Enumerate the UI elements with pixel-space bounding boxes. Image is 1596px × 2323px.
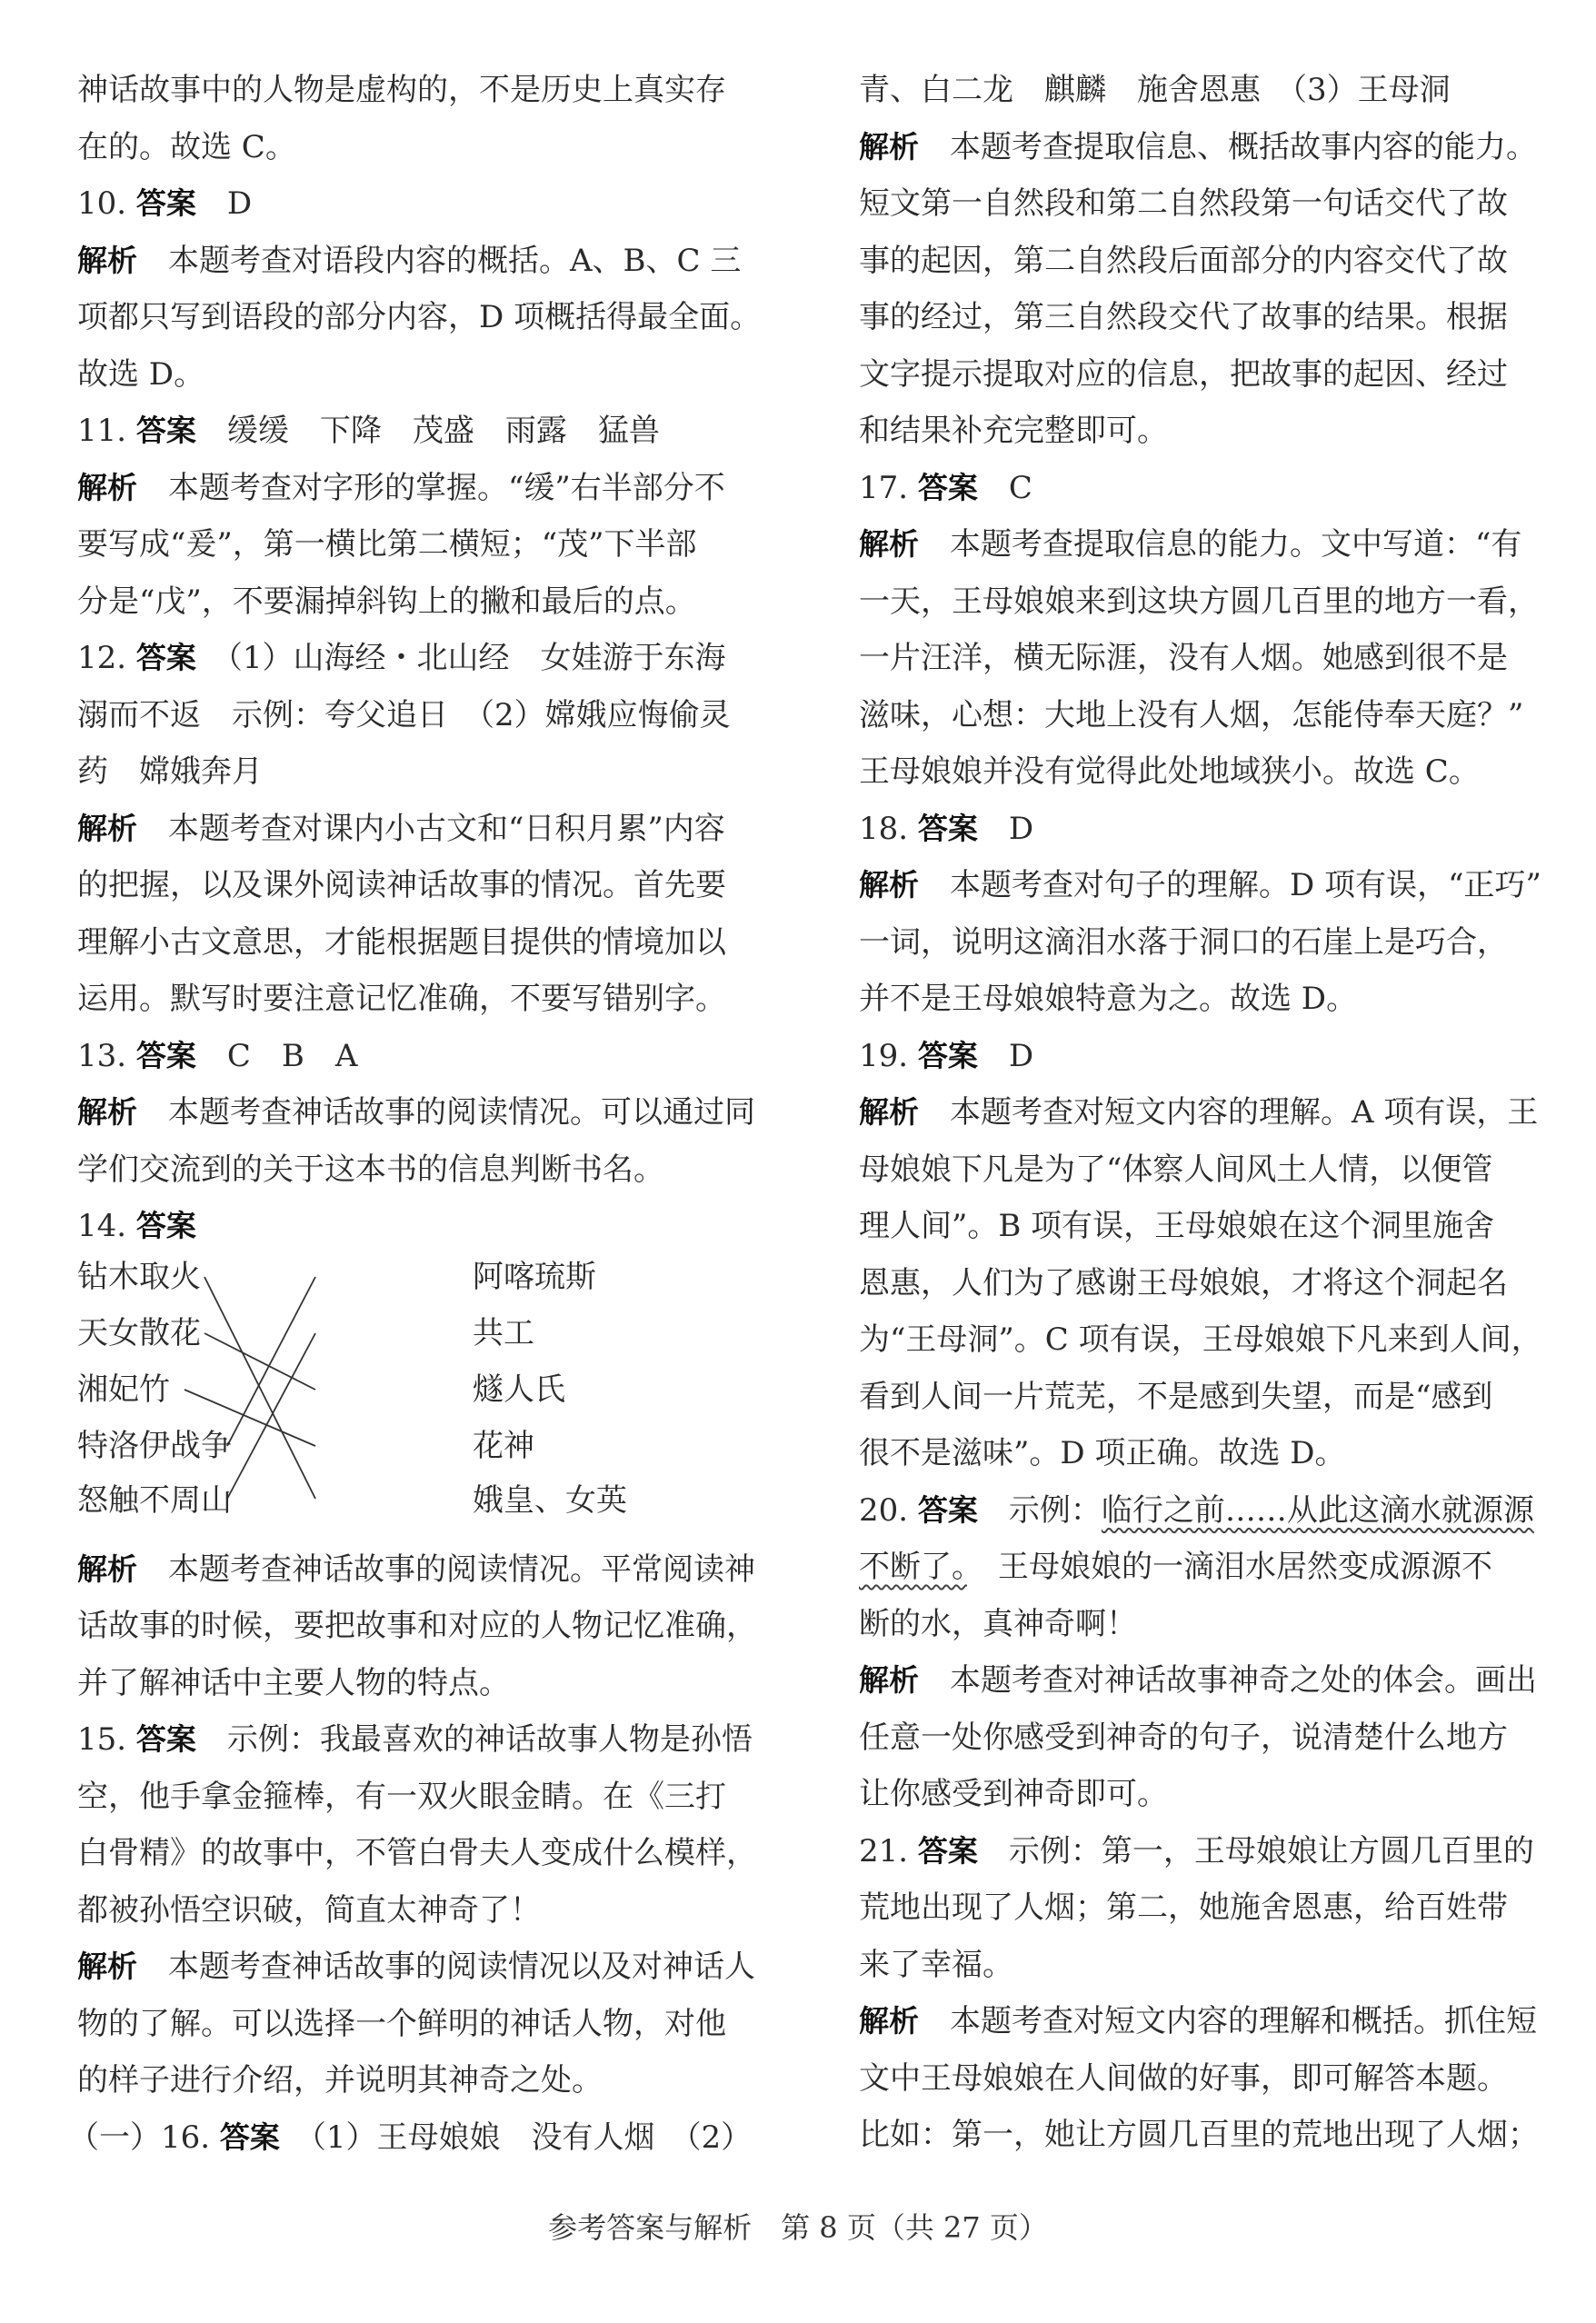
text-line: 项都只写到语段的部分内容，D 项概括得最全面。: [77, 299, 762, 335]
q19-analysis: 解析 本题考查对短文内容的理解。A 项有误，王: [859, 1094, 1539, 1131]
text-line: 学们交流到的关于这本书的信息判断书名。: [77, 1151, 664, 1188]
text-line: 很不是滋味”。D 项正确。故选 D。: [859, 1435, 1346, 1471]
text-line: 母娘娘下凡是为了“体察人间风土人情，以便管: [859, 1151, 1493, 1188]
text-line: 并了解神话中主要人物的特点。: [77, 1664, 510, 1701]
text-line: 任意一处你感受到神奇的句子，说清楚什么地方: [859, 1719, 1508, 1756]
match-line: [227, 1277, 315, 1446]
q11-answer: 11. 答案 缓缓 下降 茂盛 雨露 猛兽: [77, 413, 660, 449]
q13-answer: 13. 答案 C B A: [77, 1037, 358, 1074]
text-line: 王母娘娘并没有觉得此处地域狭小。故选 C。: [859, 753, 1480, 790]
q12-answer: 12. 答案 （1）山海经・北山经 女娃游于东海: [77, 640, 726, 676]
text-line: 为“王母洞”。C 项有误，王母娘娘下凡来到人间，: [859, 1321, 1542, 1358]
text-line: 的样子进行介绍，并说明其神奇之处。: [77, 2062, 603, 2099]
q16-analysis: 解析 本题考查提取信息、概括故事内容的能力。: [859, 128, 1537, 165]
text-line: 白骨精》的故事中，不管白骨夫人变成什么模样，: [77, 1835, 757, 1871]
text-line: 文字提示提取对应的信息，把故事的起因、经过: [859, 355, 1508, 393]
text-line: 空，他手拿金箍棒，有一双火眼金睛。在《三打: [77, 1778, 726, 1815]
q20-answer: 20. 答案 示例：临行之前……从此这滴水就源源: [859, 1491, 1534, 1529]
q11-analysis: 解析 本题考查对字形的掌握。“缓”右半部分不: [77, 469, 725, 506]
text-line: 并不是王母娘娘特意为之。故选 D。: [859, 981, 1358, 1017]
q18-analysis: 解析 本题考查对句子的理解。D 项有误，“正巧”: [859, 867, 1541, 903]
text-line: 文中王母娘娘在人间做的好事，即可解答本题。: [859, 2059, 1508, 2097]
text-line: 的把握，以及课外阅读神话故事的情况。首先要: [77, 867, 726, 903]
match-right-item: 阿喀琉斯: [473, 1258, 596, 1295]
match-line: [204, 1333, 315, 1390]
text-line: 分是“戊”，不要漏掉斜钩上的撇和最后的点。: [77, 583, 696, 620]
match-left-item: 钻木取火: [77, 1258, 201, 1295]
match-right-item: 娥皇、女英: [473, 1481, 627, 1519]
text-line: 事的经过，第三自然段交代了故事的结果。根据: [859, 299, 1508, 335]
q14-matching-diagram: [77, 1255, 795, 1541]
q19-answer: 19. 答案 D: [859, 1037, 1034, 1074]
q21-answer: 21. 答案 示例：第一，王母娘娘让方圆几百里的: [859, 1832, 1534, 1869]
text-line: 药 嫦娥奔月: [77, 753, 263, 790]
text-line: 神话故事中的人物是虚构的，不是历史上真实存: [77, 72, 726, 108]
q20-analysis: 解析 本题考查对神话故事神奇之处的体会。画出: [859, 1662, 1537, 1699]
match-left-item: 湘妃竹: [77, 1371, 170, 1408]
wavy-underlined-text: 临行之前……从此这滴水就源源: [1101, 1491, 1534, 1529]
q17-analysis: 解析 本题考查提取信息的能力。文中写道：“有: [859, 526, 1522, 563]
text-line: 事的起因，第二自然段后面部分的内容交代了故: [859, 242, 1508, 279]
q10-answer: 10. 答案 D: [77, 185, 253, 222]
text-line: 和结果补充完整即可。: [859, 413, 1168, 449]
text-line: 荒地出现了人烟；第二，她施舍恩惠，给百姓带: [859, 1889, 1508, 1926]
text-line: 滋味，心想：大地上没有人烟，怎能侍奉天庭？”: [859, 696, 1524, 733]
q15-answer: 15. 答案 示例：我最喜欢的神话故事人物是孙悟: [77, 1721, 753, 1758]
text-line: 理解小古文意思，才能根据题目提供的情境加以: [77, 923, 726, 961]
text-line: 恩惠，人们为了感谢王母娘娘，才将这个洞起名: [859, 1264, 1508, 1301]
text-line: 断的水，真神奇啊！: [859, 1605, 1137, 1642]
text-line: 来了幸福。: [859, 1946, 1013, 1983]
q16-answer-continued: 青、白二龙 麒麟 施舍恩惠 （3）王母洞: [859, 72, 1451, 108]
text-line: 话故事的时候，要把故事和对应的人物记忆准确，: [77, 1608, 757, 1644]
q14-answer: 14. 答案: [77, 1208, 196, 1244]
q10-analysis: 解析 本题考查对语段内容的概括。A、B、C 三: [77, 242, 742, 279]
match-right-item: 花神: [473, 1427, 534, 1464]
q15-analysis: 解析 本题考查神话故事的阅读情况以及对神话人: [77, 1949, 755, 1985]
text-line: 故选 D。: [77, 355, 205, 393]
text-line: 要写成“爰”，第一横比第二横短；“茂”下半部: [77, 526, 697, 563]
wavy-underlined-text: 不断了。: [859, 1549, 967, 1585]
match-left-item: 天女散花: [77, 1314, 201, 1351]
q21-analysis: 解析 本题考查对短文内容的理解和概括。抓住短: [859, 2003, 1537, 2039]
text-line: 一词，说明这滴泪水落于洞口的石崖上是巧合，: [859, 923, 1508, 961]
match-right-item: 燧人氏: [473, 1371, 565, 1408]
q12-analysis: 解析 本题考查对课内小古文和“日积月累”内容: [77, 810, 725, 847]
text-line: 运用。默写时要注意记忆准确，不要写错别字。: [77, 981, 726, 1017]
match-left-item: 怒触不周山: [77, 1481, 232, 1519]
q13-analysis: 解析 本题考查神话故事的阅读情况。可以通过同: [77, 1094, 755, 1131]
q18-answer: 18. 答案 D: [859, 810, 1034, 847]
q17-answer: 17. 答案 C: [859, 469, 1032, 506]
page-footer: 参考答案与解析 第 8 页（共 27 页）: [548, 2210, 1048, 2245]
text-line: 溺而不返 示例：夸父追日 （2）嫦娥应悔偷灵: [77, 696, 731, 733]
text-line: 看到人间一片荒芜，不是感到失望，而是“感到: [859, 1378, 1493, 1415]
text-line: 比如：第一，她让方圆几百里的荒地出现了人烟；: [859, 2117, 1539, 2153]
match-right-item: 共工: [473, 1314, 534, 1351]
text-line: 都被孙悟空识破，简直太神奇了！: [77, 1891, 541, 1929]
match-left-item: 特洛伊战争: [77, 1427, 232, 1464]
q14-analysis: 解析 本题考查神话故事的阅读情况。平常阅读神: [77, 1550, 755, 1588]
text-line: 一片汪洋，横无际涯，没有人烟。她感到很不是: [859, 640, 1508, 676]
text-line: 不断了。 王母娘娘的一滴泪水居然变成源源不: [859, 1549, 1492, 1585]
text-line: 让你感受到神奇即可。: [859, 1776, 1168, 1812]
left-column: [68, 62, 795, 2166]
text-line: 理人间”。B 项有误，王母娘娘在这个洞里施舍: [859, 1208, 1495, 1244]
text-line: 物的了解。可以选择一个鲜明的神话人物，对他: [77, 2005, 726, 2042]
q16-answer: （一）16. 答案 （1）王母娘娘 没有人烟 （2）: [68, 2119, 753, 2156]
right-column: [859, 62, 1577, 2164]
text-line: 短文第一自然段和第二自然段第一句话交代了故: [859, 185, 1508, 222]
text-line: 一天，王母娘娘来到这块方圆几百里的地方一看，: [859, 583, 1539, 620]
text-line: 在的。故选 C。: [77, 128, 296, 165]
